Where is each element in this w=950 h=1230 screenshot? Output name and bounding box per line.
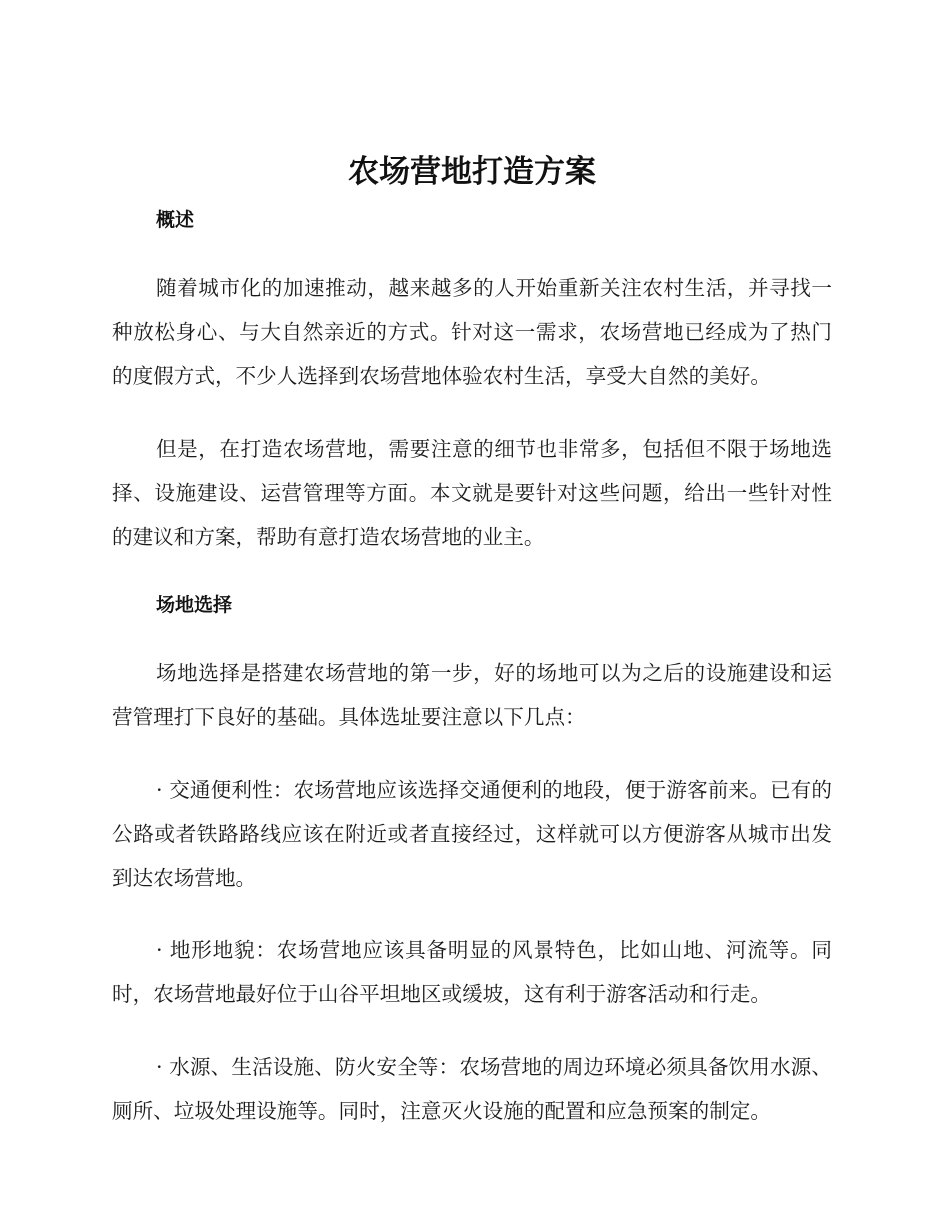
overview-paragraph-2: 但是，在打造农场营地，需要注意的细节也非常多，包括但不限于场地选择、设施建设、运营管理等方面。本文就是要针对这些问题，给出一些针对性的建议和方案，帮助有意打造农场营地的业主。 <box>112 436 832 550</box>
document-title: 农场营地打造方案 <box>348 154 596 190</box>
overview-paragraph-1: 随着城市化的加速推动，越来越多的人开始重新关注农村生活，并寻找一种放松身心、与大自然亲近的方式。针对这一需求，农场营地已经成为了热门的度假方式，不少人选择到农场营地体验农村生活，享受大自然的美好。 <box>112 276 832 389</box>
bullet-item-transport: · 交通便利性：农场营地应该选择交通便利的地段，便于游客前来。已有的公路或者铁路路线应该在附近或者直接经过，这样就可以方便游客从城市出发到达农场营地。 <box>112 777 832 891</box>
bullet-item-terrain: · 地形地貌：农场营地应该具备明显的风景特色，比如山地、河流等。同时，农场营地最好位于山谷平坦地区或缓坡，这有利于游客活动和行走。 <box>112 938 832 1007</box>
site-selection-intro-paragraph: 场地选择是搭建农场营地的第一步，好的场地可以为之后的设施建设和运营管理打下良好的基础。具体选址要注意以下几点： <box>112 661 832 730</box>
bullet-item-water-facilities-safety: · 水源、生活设施、防火安全等：农场营地的周边环境必须具备饮用水源、厕所、垃圾处理设施等。同时，注意灭火设施的配置和应急预案的制定。 <box>112 1054 832 1123</box>
section-heading-overview: 概述 <box>156 209 195 231</box>
section-heading-site-selection: 场地选择 <box>156 594 233 617</box>
document-page <box>112 150 832 1133</box>
